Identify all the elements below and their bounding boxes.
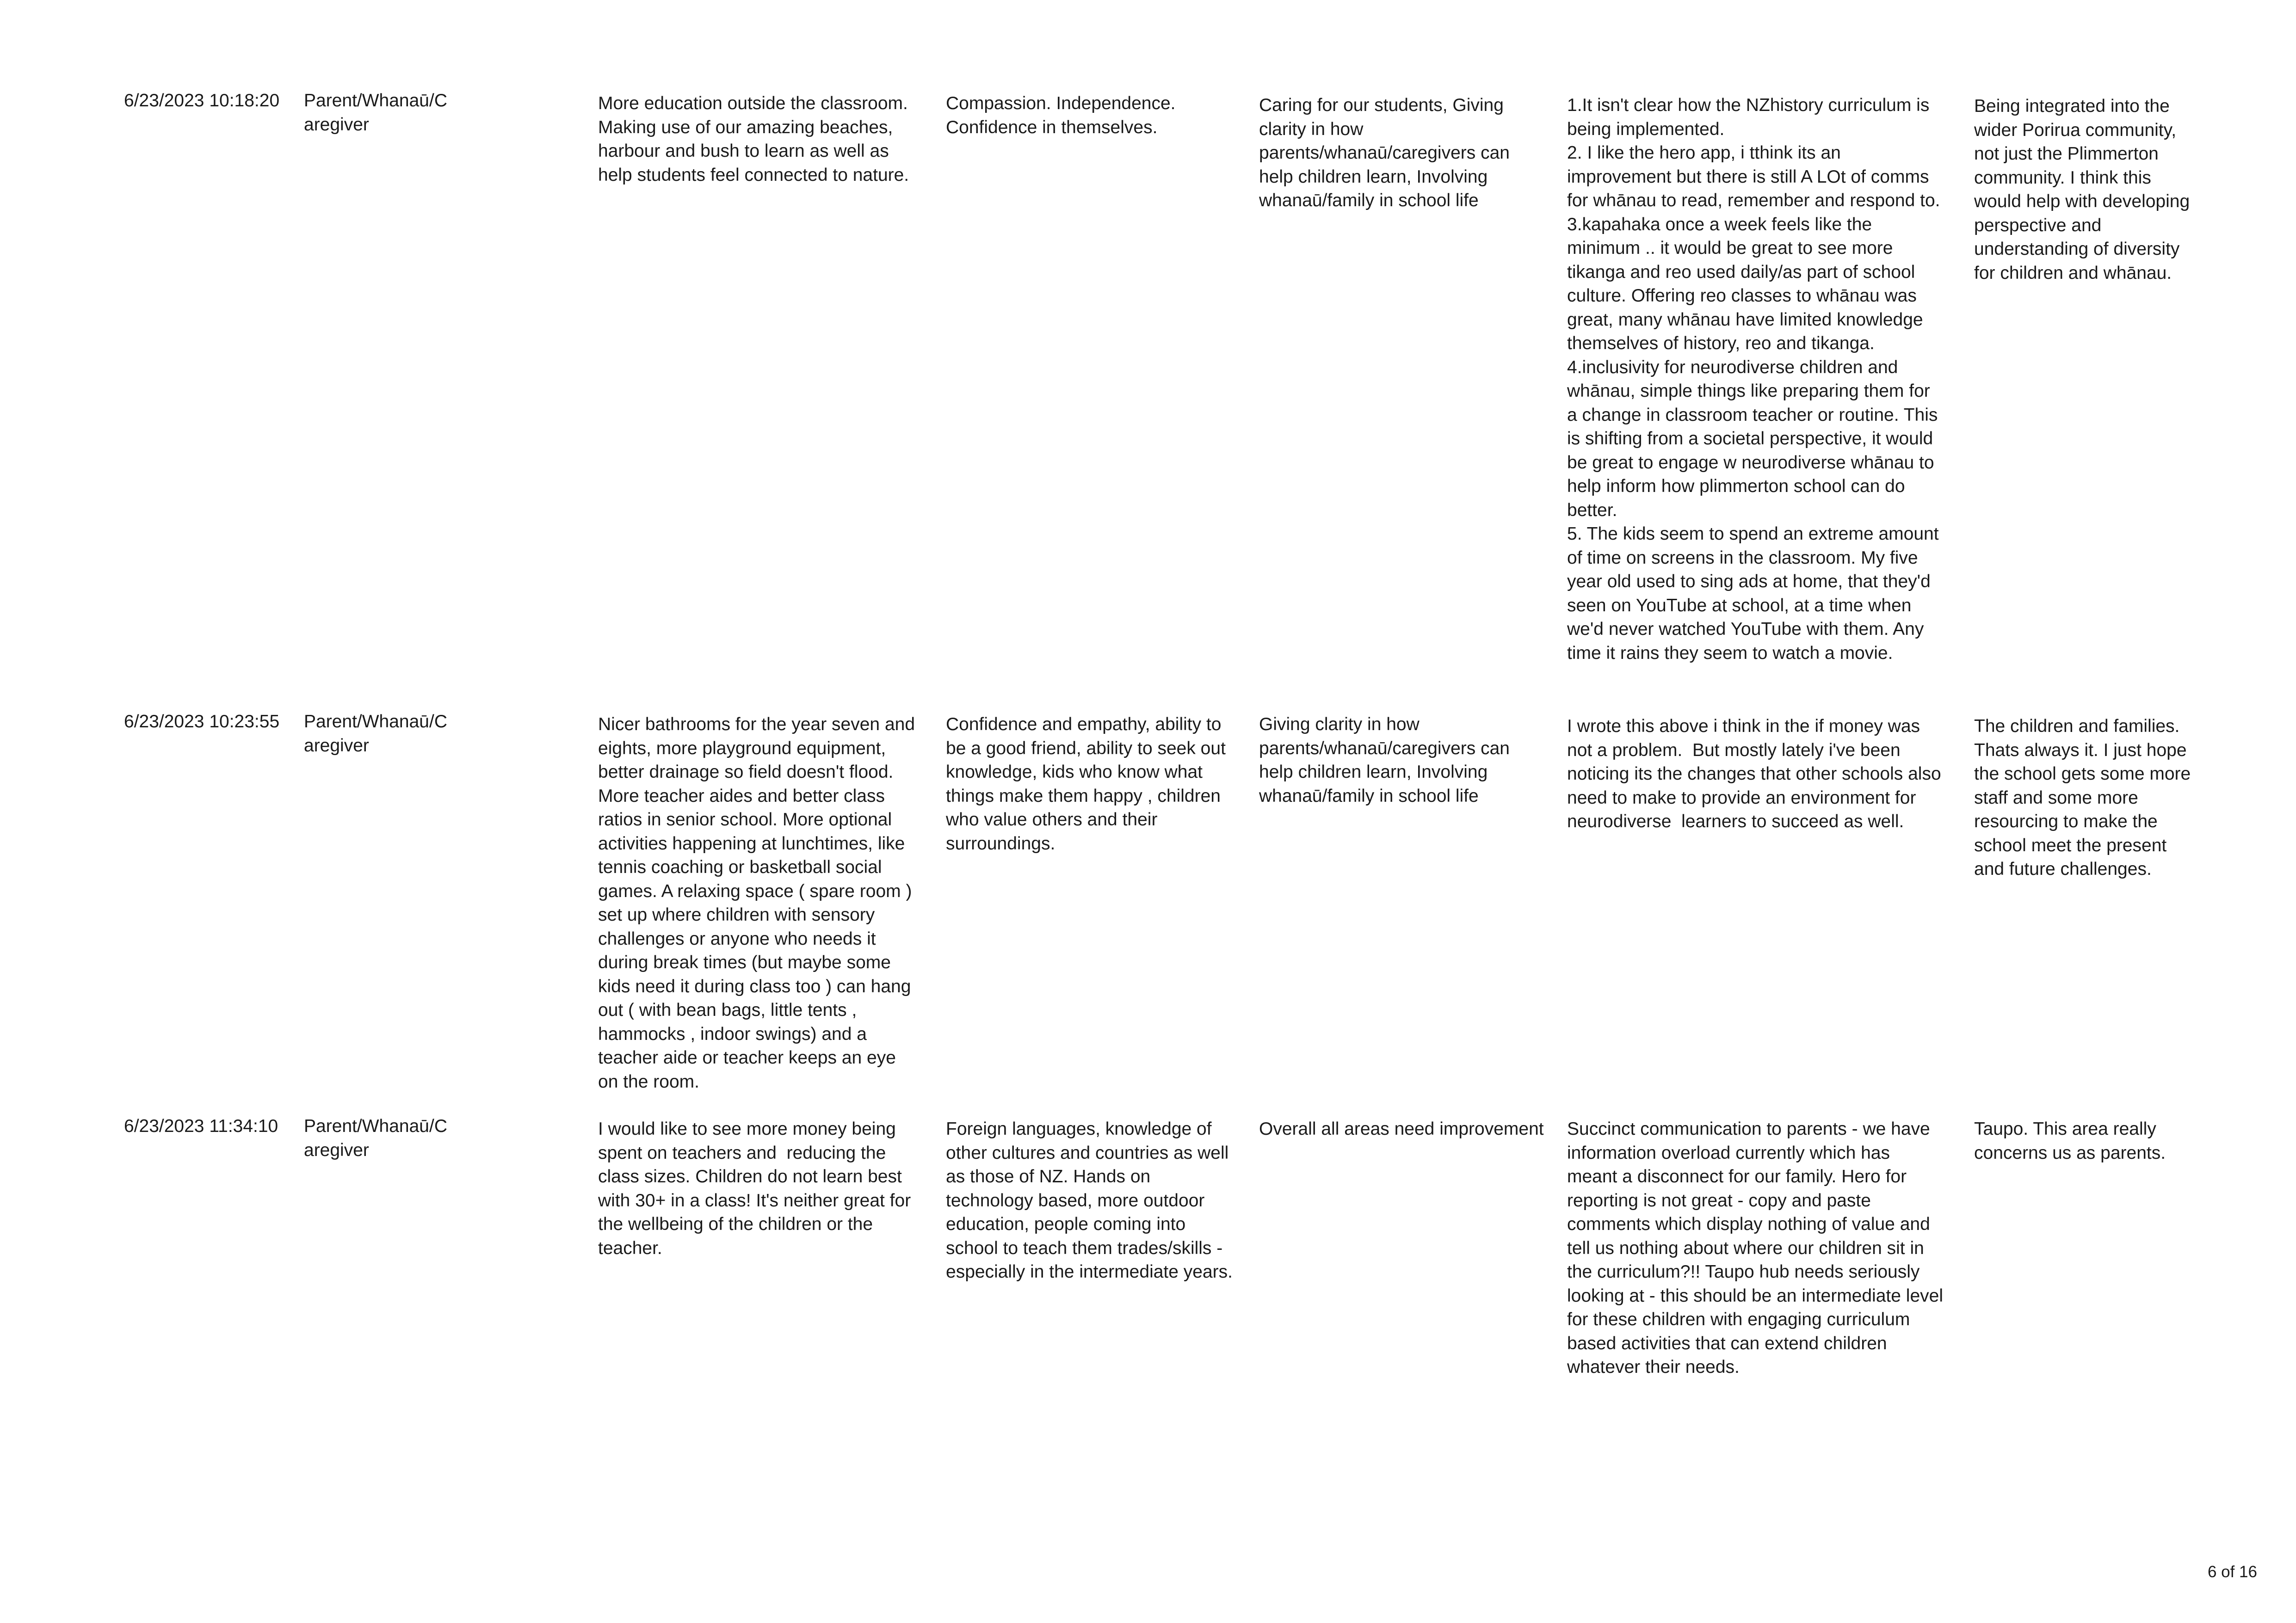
- answer-cell-improvements: More education outside the classroom. Making use of our amazing beaches, harbour and bush to learn as well as help students feel connected to nature.: [598, 93, 909, 185]
- answer-cell-focus-areas: Overall all areas need improvement: [1259, 1119, 1544, 1139]
- answer-cell-qualities: Compassion. Independence. Confidence in themselves.: [946, 93, 1176, 137]
- role-cell: Parent/Whanaū/C aregiver: [304, 712, 448, 756]
- role-cell: Parent/Whanaū/C aregiver: [304, 91, 448, 135]
- answer-cell-focus-areas: Giving clarity in how parents/whanaū/caregivers can help children learn, Involving whanaū/family in school life: [1259, 714, 1510, 806]
- answer-cell-qualities: Foreign languages, knowledge of other cultures and countries as well as those of NZ. Hands on technology based, more outdoor education, people coming into school to teach them trades/skills - especially in the intermediate years.: [946, 1119, 1233, 1282]
- answer-cell-improvements: Nicer bathrooms for the year seven and eights, more playground equipment, better drainage so field doesn't flood. More teacher aides and better class ratios in senior school. More optional activities happening at lunchtimes, like tennis coaching or basketball social games. A relaxing space ( spare room ) set up where children with sensory challenges or anyone who needs it during break times (but maybe some kids need it during class too ) can hang out ( with bean bags, little tents , hammocks , indoor swings) and a teacher aide or teacher keeps an eye on the room.: [598, 714, 915, 1092]
- page-number: 6 of 16: [2207, 1563, 2257, 1581]
- answer-cell-community: The children and families. Thats always it. I just hope the school gets some more staff and some more resourcing to make the school meet the present and future challenges.: [1974, 716, 2191, 879]
- answer-cell-comments: 1.It isn't clear how the NZhistory curriculum is being implemented. 2. I like the hero app, i tthink its an improvement but there is still A LOt of comms for whānau to read, remember and respond to. 3.kapahaka once a week feels like the minimum .. it would be great to see more tikanga and reo used daily/as part of school culture. Offering reo classes to whānau was great, many whānau have limited knowledge themselves of history, reo and tikanga. 4.inclusivity for neurodiverse children and whānau, simple things like preparing them for a change in classroom teacher or routine. This is shifting from a societal perspective, it would be great to engage w neurodiverse whānau to help inform how plimmerton school can do better. 5. The kids seem to spend an extreme amount of time on screens in the classroom. My five year old used to sing ads at home, that they'd seen on YouTube at school, at a time when we'd never watched YouTube with them. Any time it rains they seem to watch a movie.: [1567, 95, 1940, 663]
- answer-cell-community: Taupo. This area really concerns us as parents.: [1974, 1119, 2166, 1163]
- timestamp-cell: 6/23/2023 11:34:10: [124, 1116, 278, 1136]
- answer-cell-comments: Succinct communication to parents - we have information overload currently which has meant a disconnect for our family. Hero for reporting is not great - copy and paste comments which display nothing of value and tell us nothing about where our children sit in the curriculum?!! Taupo hub needs seriously looking at - this should be an intermediate level for these children with engaging curriculum based activities that can extend children whatever their needs.: [1567, 1119, 1943, 1377]
- answer-cell-improvements: I would like to see more money being spent on teachers and reducing the class sizes. Children do not learn best with 30+ in a class! It's neither great for the wellbeing of the children or the teacher.: [598, 1119, 911, 1258]
- answer-cell-comments: I wrote this above i think in the if money was not a problem. But mostly lately i've been noticing its the changes that other schools also need to make to provide an environment for neurodiverse learners to succeed as well.: [1567, 716, 1941, 831]
- answer-cell-community: Being integrated into the wider Porirua community, not just the Plimmerton community. I think this would help with developing perspective and understanding of diversity for children and whānau.: [1974, 96, 2190, 283]
- role-cell: Parent/Whanaū/C aregiver: [304, 1116, 448, 1160]
- answer-cell-qualities: Confidence and empathy, ability to be a good friend, ability to seek out knowledge, kids who know what things make them happy , children who value others and their surroundings.: [946, 714, 1226, 854]
- timestamp-cell: 6/23/2023 10:18:20: [124, 91, 280, 111]
- timestamp-cell: 6/23/2023 10:23:55: [124, 712, 280, 732]
- answer-cell-focus-areas: Caring for our students, Giving clarity in how parents/whanaū/caregivers can help children learn, Involving whanaū/family in school life: [1259, 95, 1510, 210]
